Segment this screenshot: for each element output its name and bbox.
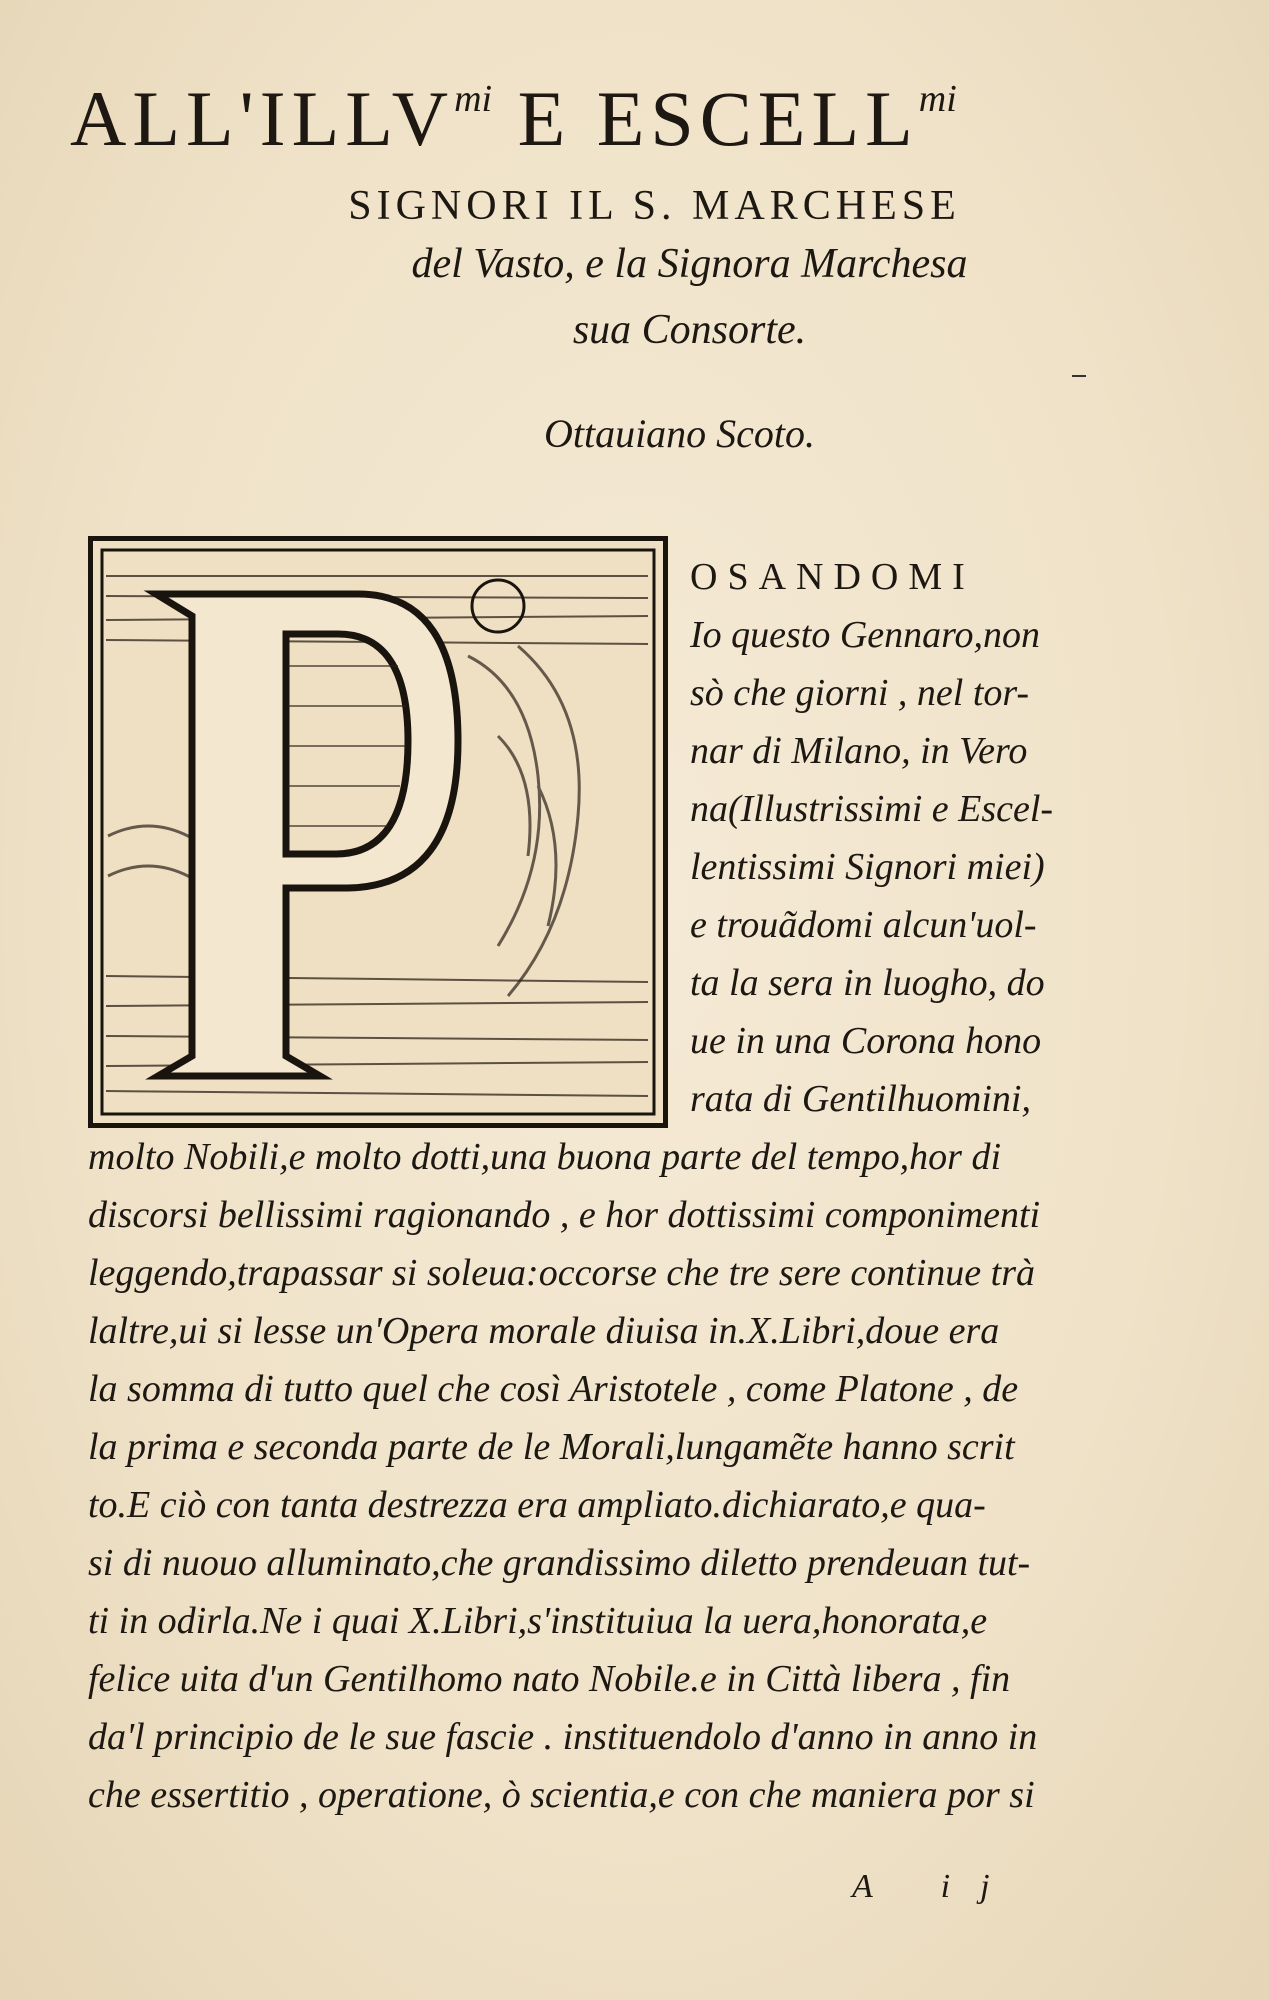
- text-line: laltre,ui si lesse un'Opera morale diuisa in.X.Libri,doue era: [88, 1310, 1000, 1352]
- woodcut-initial-illustration: [88, 536, 668, 1128]
- text-line: to.E ciò con tanta destrezza era ampliato.dichiarato,e qua-: [88, 1484, 986, 1526]
- text-line: si di nuouo alluminato,che grandissimo diletto prendeuan tut-: [88, 1542, 1031, 1584]
- text-line: na(Illustrissimi e Escel-: [690, 788, 1054, 830]
- signature-mark: A ij: [852, 1868, 1020, 1905]
- text-line: che essertitio , operatione, ò scientia,e con che maniera por si: [88, 1774, 1035, 1816]
- text-line: la prima e seconda parte de le Morali,lungamẽte hanno scrit: [88, 1426, 1015, 1468]
- text-line: lentissimi Signori miei): [690, 846, 1045, 888]
- text-line: sò che giorni , nel tor-: [690, 672, 1030, 714]
- text-line: Io questo Gennaro,non: [690, 614, 1041, 656]
- marginal-mark: [1072, 375, 1086, 377]
- text-line: ti in odirla.Ne i quai X.Libri,s'instituiua la uera,honorata,e: [88, 1600, 988, 1642]
- text-line: OSANDOMI: [690, 556, 975, 598]
- text-line: discorsi bellissimi ragionando , e hor dottissimi componimenti: [88, 1194, 1041, 1236]
- text-line: la somma di tutto quel che così Aristotele , come Platone , de: [88, 1368, 1019, 1410]
- dedication-heading-line2: SIGNORI IL S. MARCHESE: [348, 183, 961, 229]
- text-line: rata di Gentilhuomini,: [690, 1078, 1031, 1120]
- text-line: ue in una Corona hono: [690, 1020, 1042, 1062]
- author-name: Ottauiano Scoto.: [543, 411, 816, 456]
- dedication-heading-line4: sua Consorte.: [572, 307, 807, 353]
- text-line: felice uita d'un Gentilhomo nato Nobile.e in Città libera , fin: [88, 1658, 1011, 1700]
- dedication-heading-line3: del Vasto, e la Signora Marchesa: [411, 241, 968, 287]
- text-line: e trouãdomi alcun'uol-: [690, 904, 1037, 946]
- text-line: nar di Milano, in Vero: [690, 730, 1028, 772]
- text-line: ta la sera in luogho, do: [690, 962, 1045, 1004]
- text-line: leggendo,trapassar si soleua:occorse che tre sere continue trà: [88, 1252, 1036, 1294]
- text-line: molto Nobili,e molto dotti,una buona parte del tempo,hor di: [88, 1136, 1002, 1178]
- dedication-heading-line1: $ALL'ILLV^{mi}$ E $ESCELL^{mi}$: [70, 75, 957, 162]
- text-line: da'l principio de le sue fascie . instituendolo d'anno in anno in: [88, 1716, 1038, 1758]
